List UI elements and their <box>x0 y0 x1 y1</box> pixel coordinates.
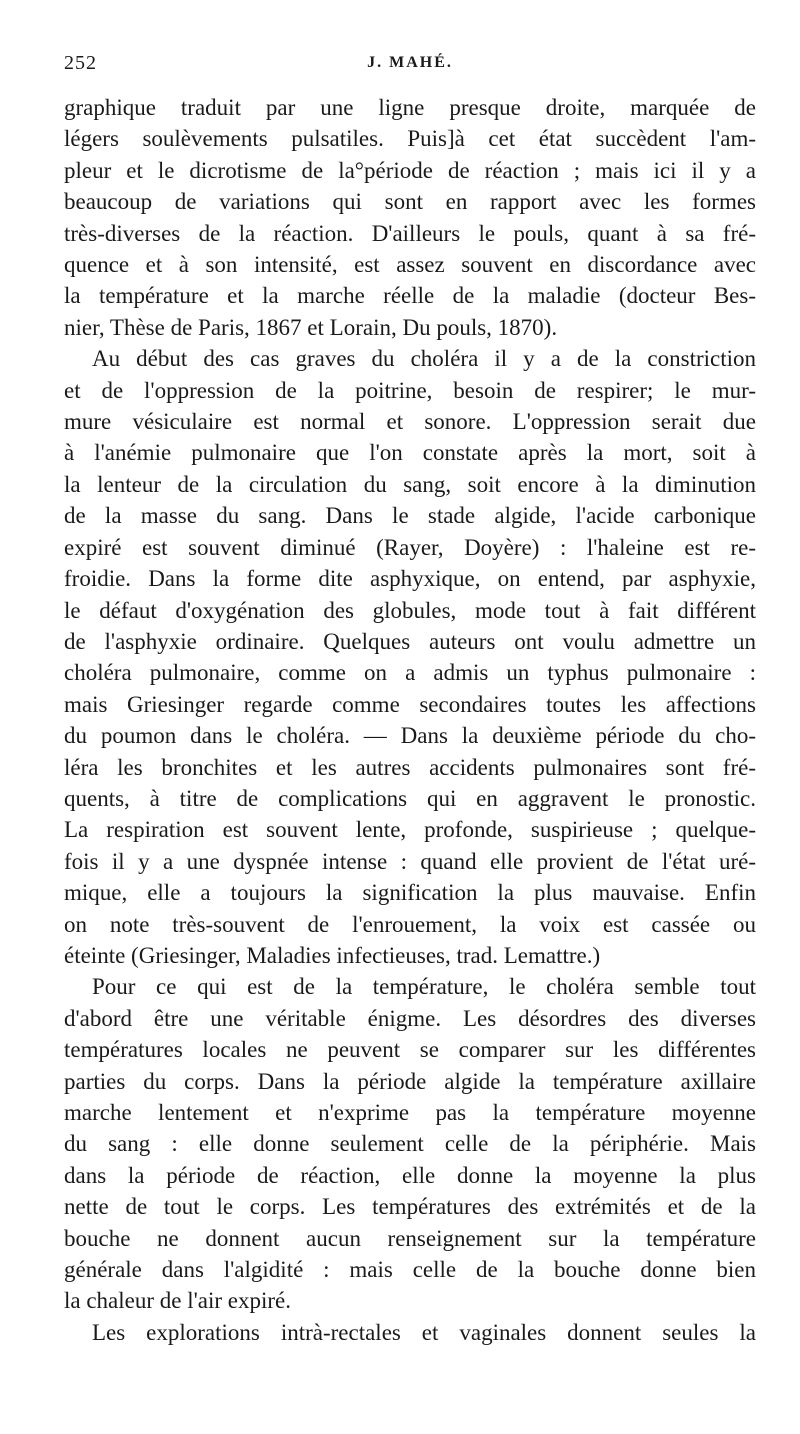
text-line: à l'anémie pulmonaire que l'on constate après la mort, soit à <box>64 440 756 466</box>
text-line: bouche ne donnent aucun renseignement sur la température <box>64 1225 756 1251</box>
text-line: très-diverses de la réaction. D'ailleurs le pouls, quant à sa fré- <box>64 220 756 246</box>
book-page <box>64 52 756 1348</box>
text-line: graphique traduit par une ligne presque droite, marquée de <box>64 95 756 120</box>
paragraph-pulse <box>64 92 756 343</box>
paragraph-respiration <box>64 343 756 971</box>
text-line: fois il y a une dyspnée intense : quand elle provient de l'état uré- <box>64 848 756 874</box>
text-line: choléra pulmonaire, comme on a admis un typhus pulmonaire : <box>64 660 756 686</box>
text-line: Les explorations intrà-rectales et vaginales donnent seules la <box>92 1319 756 1345</box>
text-line: générale dans l'algidité : mais celle de la bouche donne bien <box>64 1257 756 1283</box>
text-line: de l'asphyxie ordinaire. Quelques auteurs ont voulu admettre un <box>64 628 756 654</box>
paragraph-explorations <box>64 1317 756 1348</box>
text-line: du poumon dans le choléra. — Dans la deuxième période du cho- <box>64 723 756 749</box>
text-line: mure vésiculaire est normal et sonore. L'oppression serait due <box>64 409 756 435</box>
page-header <box>64 52 756 82</box>
text-line: mique, elle a toujours la signification la plus mauvaise. Enfin <box>64 880 756 906</box>
text-line: marche lentement et n'exprime pas la température moyenne <box>64 1100 756 1125</box>
text-line: froidie. Dans la forme dite asphyxique, on entend, par asphyxie, <box>64 566 756 592</box>
text-line: quents, à titre de complications qui en aggravent le pronostic. <box>64 785 756 811</box>
running-head: J. MAHÉ. <box>367 54 453 71</box>
text-line: nier, Thèse de Paris, 1867 et Lorain, Du pouls, 1870). <box>64 314 558 340</box>
text-line: de la masse du sang. Dans le stade algide, l'acide carbonique <box>64 503 756 529</box>
text-line: dans la période de réaction, elle donne la moyenne la plus <box>64 1162 756 1188</box>
text-line: d'abord être une véritable énigme. Les désordres des diverses <box>64 1005 756 1031</box>
body-text <box>64 92 756 1348</box>
text-line: pleur et le dicrotisme de la°période de réaction ; mais ici il y a <box>64 157 756 183</box>
text-line: léra les bronchites et les autres accidents pulmonaires sont fré- <box>64 754 756 780</box>
text-line: Au début des cas graves du choléra il y a de la constriction <box>92 346 756 372</box>
text-line: mais Griesinger regarde comme secondaires toutes les affections <box>64 691 756 717</box>
text-line: et de l'oppression de la poitrine, besoin de respirer; le mur- <box>64 377 756 403</box>
text-line: températures locales ne peuvent se comparer sur les différentes <box>64 1037 756 1063</box>
text-line: expiré est souvent diminué (Rayer, Doyère) : l'haleine est re- <box>64 534 756 560</box>
text-line: nette de tout le corps. Les températures des extrémités et de la <box>64 1194 756 1220</box>
text-line: la chaleur de l'air expiré. <box>64 1288 291 1314</box>
text-line: on note très-souvent de l'enrouement, la voix est cassée ou <box>64 911 756 937</box>
text-line: éteinte (Griesinger, Maladies infectieuses, trad. Lemattre.) <box>64 942 601 968</box>
text-line: La respiration est souvent lente, profonde, suspirieuse ; quelque- <box>64 817 756 843</box>
page-number: 252 <box>64 52 97 74</box>
text-line: légers soulèvements pulsatiles. Puis]à cet état succèdent l'am- <box>64 126 756 152</box>
text-line: Pour ce qui est de la température, le choléra semble tout <box>92 974 756 1000</box>
text-line: la lenteur de la circulation du sang, soit encore à la diminution <box>64 471 756 497</box>
text-line: parties du corps. Dans la période algide la température axillaire <box>64 1068 756 1094</box>
text-line: quence et à son intensité, est assez souvent en discordance avec <box>64 252 756 278</box>
paragraph-temperature <box>64 971 756 1316</box>
text-line: le défaut d'oxygénation des globules, mode tout à fait différent <box>64 597 756 623</box>
text-line: beaucoup de variations qui sont en rapport avec les formes <box>64 189 756 215</box>
text-line: du sang : elle donne seulement celle de la périphérie. Mais <box>64 1131 756 1157</box>
text-line: la température et la marche réelle de la maladie (docteur Bes- <box>64 283 756 309</box>
